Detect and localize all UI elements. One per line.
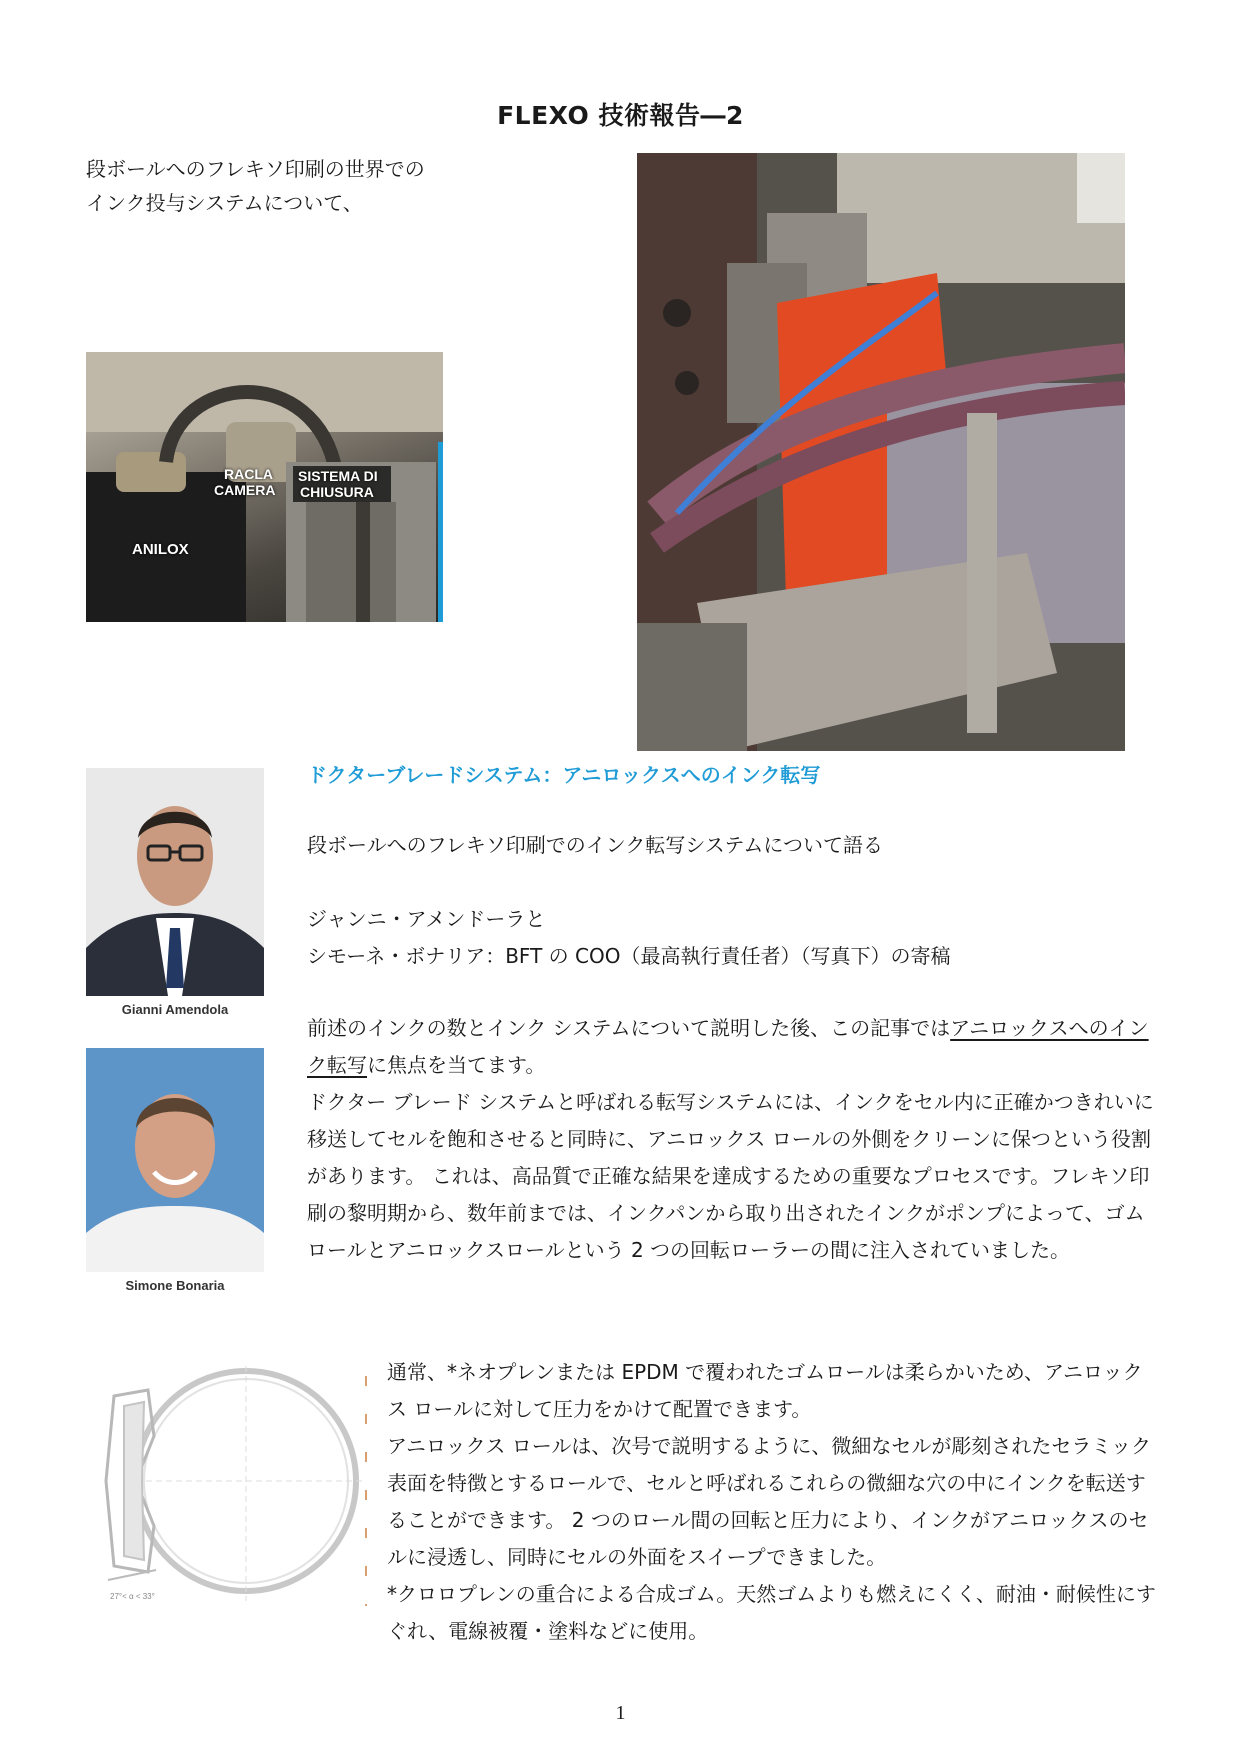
diagram-angle-label: 27°< α < 33° [110,1592,155,1601]
portrait-simone [86,1048,264,1272]
portrait-gianni [86,768,264,996]
intro-line-1: 段ボールへのフレキソ印刷の世界での [86,157,425,181]
author-line-1: ジャンニ・アメンドーラと [307,907,546,931]
author-line-2: シモーネ・ボナリア：BFT の COO（最高執行責任者）（写真下）の寄稿 [307,944,951,968]
intro-line-2: インク投与システムについて、 [86,191,363,215]
p1-text-b: に焦点を当てます。 [367,1053,546,1077]
p1-underlined-term: アニロックスへのインク転写 [307,1016,1149,1077]
label-anilox: ANILOX [132,541,189,558]
article-paragraph-1 [307,1010,1162,1084]
label-camera: CAMERA [214,482,276,498]
portrait-caption-simone: Simone Bonaria [125,1278,225,1293]
label-sistema: SISTEMA DI [298,468,378,484]
roll-diagram-art [96,1366,374,1606]
p1-text-a: 前述のインクの数とインク システムについて説明した後、この記事では [307,1016,951,1040]
label-chiusura: CHIUSURA [300,484,374,500]
label-racla: RACLA [224,466,273,482]
page-title: FLEXO 技術報告―2 [497,101,744,130]
page-number: 1 [615,1702,626,1724]
article-subheading: 段ボールへのフレキソ印刷でのインク転写システムについて語る [307,833,883,857]
roll-diagram [96,1366,374,1606]
article-footnote: *クロロプレンの重合による合成ゴム。天然ゴムよりも燃えにくく、耐油・耐候性にすぐれ、電線被覆・塗料などに使用。 [387,1582,1156,1643]
article-heading: ドクターブレードシステム：アニロックスへのインク転写 [307,763,821,787]
doctor-blade-photo [637,153,1125,751]
article-body-main [307,1010,1162,1269]
intro-text [86,152,425,220]
article-paragraph-4: アニロックス ロールは、次号で説明するように、微細なセルが彫刻されたセラミック表面を特徴とするロールで、セルと呼ばれるこれらの微細な穴の中にインクを転送することができます。 2 つのロール間の回転と圧力により、インクがアニロックスのセルに浸透し、同時にセルの外面をスイープできました。 [387,1434,1151,1569]
doctor-blade-photo-art [637,153,1125,751]
article-body-lower [387,1354,1162,1650]
article-paragraph-2: ドクター ブレード システムと呼ばれる転写システムには、インクをセル内に正確かつきれいに移送してセルを飽和させると同時に、アニロックス ロールの外側をクリーンに保つという役割があります。 これは、高品質で正確な結果を達成するための重要なプロセスです。フレキソ印刷の黎明期から、数年前までは、インクパンから取り出されたインクがポンプによって、ゴムロールとアニロックスロールという 2 つの回転ローラーの間に注入されていました。 [307,1090,1154,1262]
article-paragraph-3: 通常、*ネオプレンまたは EPDM で覆われたゴムロールは柔らかいため、アニロックス ロールに対して圧力をかけて配置できます。 [387,1360,1143,1421]
diagram-divider [365,1376,367,1606]
portrait-gianni-art [86,768,264,996]
portrait-caption-gianni: Gianni Amendola [121,1002,229,1017]
portrait-simone-art [86,1048,264,1272]
anilox-photo [86,352,443,622]
